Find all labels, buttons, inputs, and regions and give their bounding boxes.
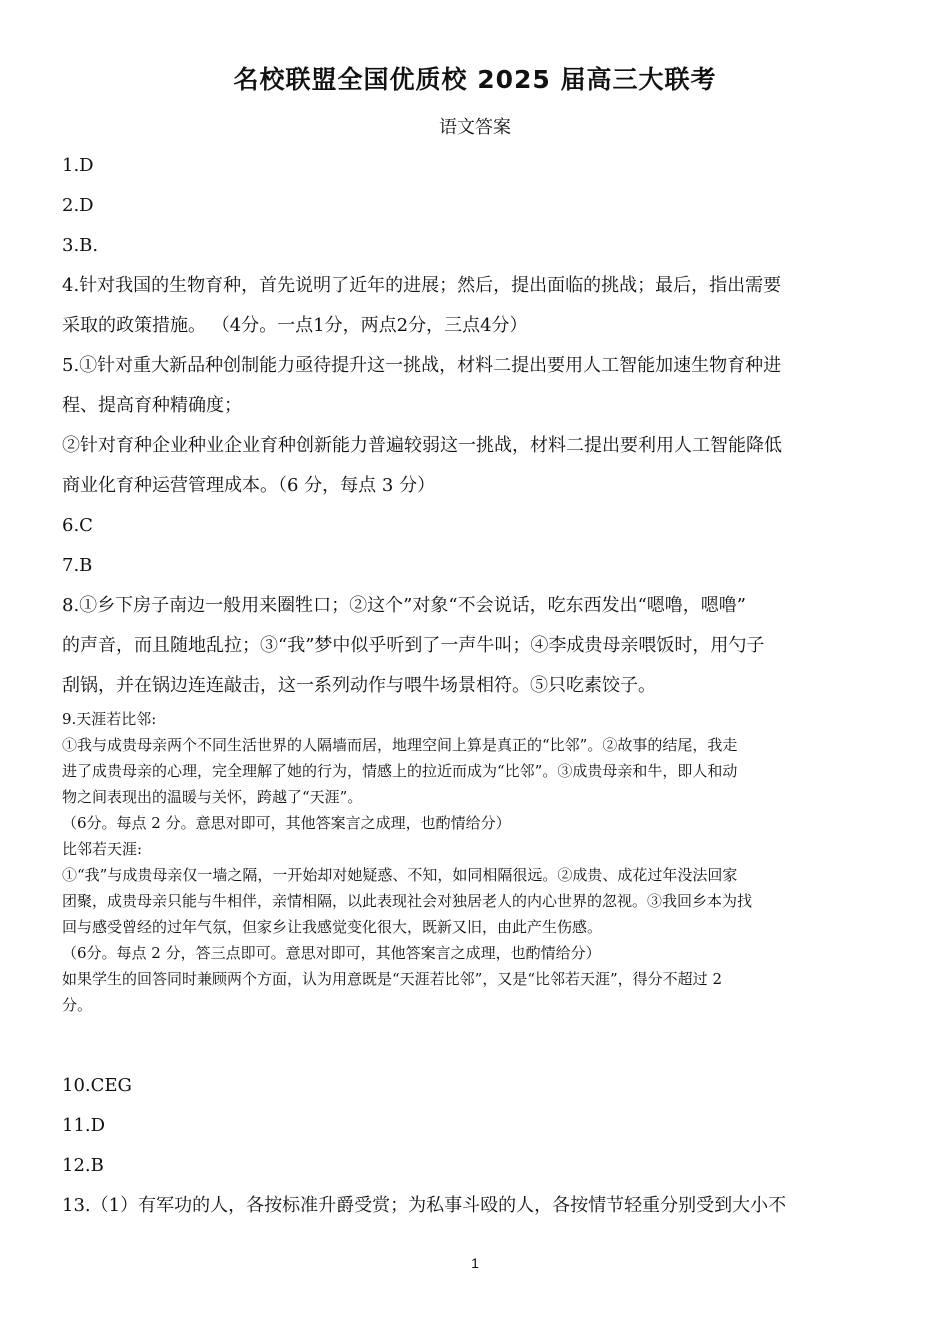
answer-9-note-line-1: 如果学生的回答同时兼顾两个方面，认为用意既是“天涯若比邻”，又是“比邻若天涯”，得分不超过 2 bbox=[62, 970, 722, 988]
answer-3: 3.B. bbox=[62, 235, 99, 256]
answer-8-line-3: 刮锅，并在锅边连连敲击，这一系列动作与喂牛场景相符。⑤只吃素饺子。 bbox=[62, 675, 656, 696]
answer-1: 1.D bbox=[62, 155, 94, 176]
answer-5-line-3: ②针对育种企业种业企业育种创新能力普遍较弱这一挑战，材料二提出要利用人工智能降低 bbox=[62, 435, 782, 456]
answer-4-line-1: 4.针对我国的生物育种，首先说明了近年的进展；然后，提出面临的挑战；最后，指出需要 bbox=[62, 275, 782, 296]
answer-9-a-line-1: ①我与成贵母亲两个不同生活世界的人隔墙而居，地理空间上算是真正的“比邻”。②故事的结尾，我走 bbox=[62, 736, 738, 754]
answer-9-a-score: （6分。每点 2 分。意思对即可，其他答案言之成理，也酌情给分） bbox=[62, 814, 511, 832]
answer-9-b-line-3: 回与感受曾经的过年气氛，但家乡让我感觉变化很大，既新又旧，由此产生伤感。 bbox=[62, 918, 603, 936]
answer-5-line-2: 程、提高育种精确度； bbox=[62, 395, 242, 416]
answer-8-line-1: 8.①乡下房子南边一般用来圈牲口；②这个”对象“不会说话，吃东西发出“嗯噜，嗯噜” bbox=[62, 595, 746, 616]
answer-9-b-score: （6分。每点 2 分，答三点即可。意思对即可，其他答案言之成理，也酌情给分） bbox=[62, 944, 601, 962]
answer-10: 10.CEG bbox=[62, 1075, 132, 1096]
answer-5-line-4: 商业化育种运营管理成本。（6 分，每点 3 分） bbox=[62, 475, 436, 496]
answer-8-line-2: 的声音，而且随地乱拉；③“我”梦中似乎听到了一声牛叫；④李成贵母亲喂饭时，用勺子 bbox=[62, 635, 765, 656]
answer-13-line-1: 13.（1）有军功的人，各按标准升爵受赏；为私事斗殴的人，各按情节轻重分别受到大小不 bbox=[62, 1195, 787, 1216]
document-subtitle: 语文答案 bbox=[439, 117, 511, 138]
answer-12: 12.B bbox=[62, 1155, 104, 1176]
answer-9-a-line-3: 物之间表现出的温暖与关怀，跨越了“天涯”。 bbox=[62, 788, 363, 806]
page-number: 1 bbox=[471, 1255, 479, 1271]
answer-4-line-2: 采取的政策措施。 （4分。一点1分，两点2分，三点4分） bbox=[62, 315, 528, 336]
answer-9-note-line-2: 分。 bbox=[62, 996, 93, 1014]
answer-9-heading-b: 比邻若天涯: bbox=[62, 840, 143, 858]
answer-7: 7.B bbox=[62, 555, 93, 576]
answer-9-b-line-2: 团聚，成贵母亲只能与牛相伴，亲情相隔，以此表现社会对独居老人的内心世界的忽视。③我回乡本为找 bbox=[62, 892, 753, 910]
document-title: 名校联盟全国优质校 2025 届高三大联考 bbox=[233, 65, 717, 94]
answer-9-a-line-2: 进了成贵母亲的心理，完全理解了她的行为，情感上的拉近而成为“比邻”。③成贵母亲和牛，即人和动 bbox=[62, 762, 738, 780]
answer-5-line-1: 5.①针对重大新品种创制能力亟待提升这一挑战，材料二提出要用人工智能加速生物育种进 bbox=[62, 355, 782, 376]
answer-9-b-line-1: ①“我”与成贵母亲仅一墙之隔，一开始却对她疑惑、不知，如同相隔很远。②成贵、成花过年没法回家 bbox=[62, 866, 738, 884]
answer-6: 6.C bbox=[62, 515, 93, 536]
answer-11: 11.D bbox=[62, 1115, 106, 1136]
answer-2: 2.D bbox=[62, 195, 94, 216]
answer-9-heading-a: 9.天涯若比邻: bbox=[62, 710, 157, 728]
